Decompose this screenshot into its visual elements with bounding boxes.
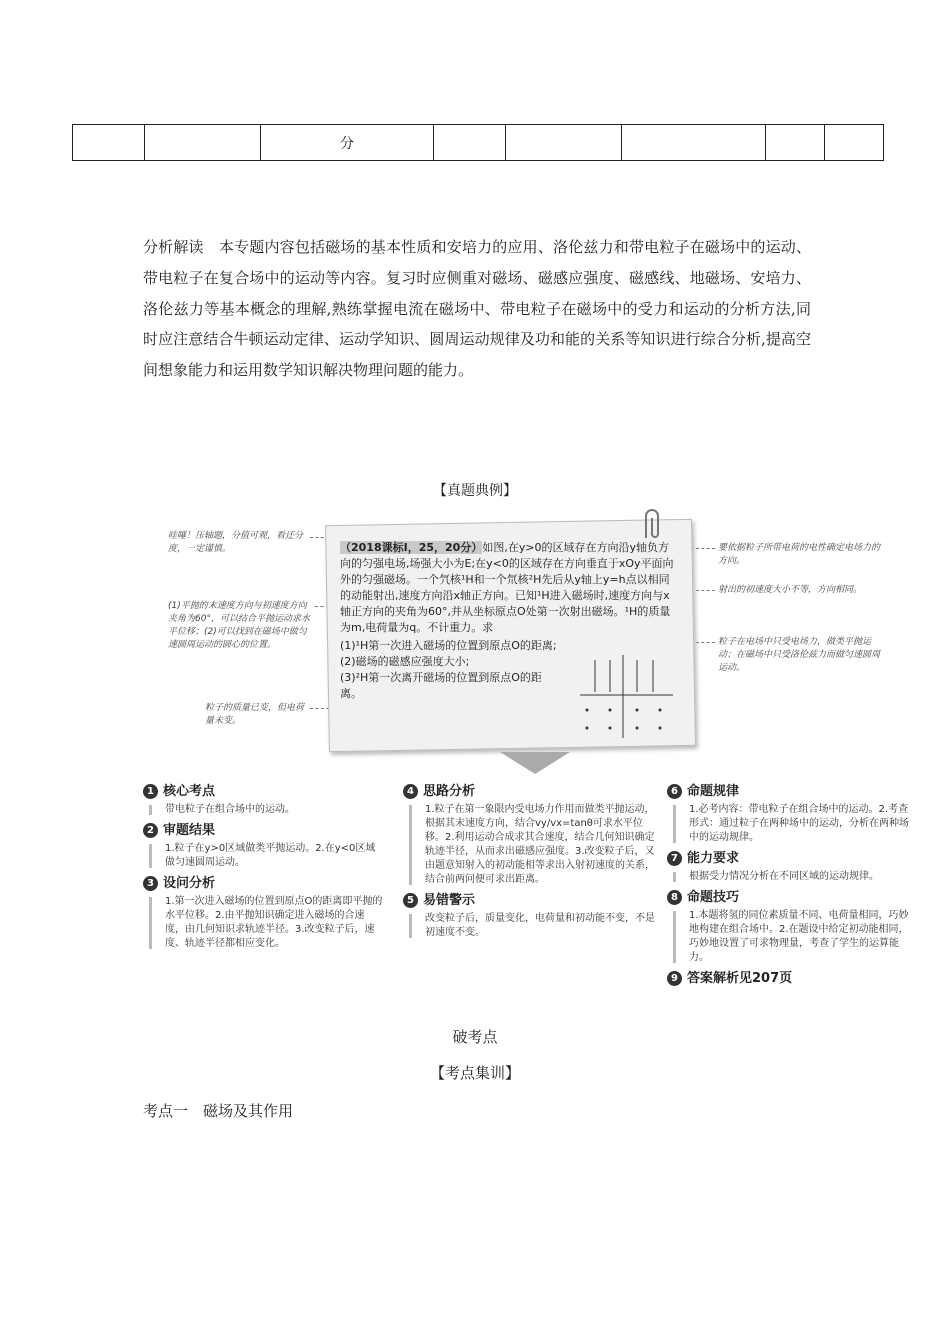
step-body: 根据受力情况分析在不同区域的运动规律。 [667,870,912,884]
field-diagram [575,650,675,740]
table-cell [766,125,825,161]
step-body: 1.本题将氢的同位素质量不同、电荷量相同，巧妙地构建在组合场中。2.在题设中给定初动能相同，巧妙地设置了可求物理量，考查了学生的运算能力。 [667,909,912,965]
step-title: 核心考点 [163,783,216,799]
paperclip-icon [640,508,664,542]
intro-paragraph: 分析解读 本专题内容包括磁场的基本性质和安培力的应用、洛伦兹力和带电粒子在磁场中的运动、带电粒子在复合场中的运动等内容。复习时应侧重对磁场、磁感应强度、磁感线、地磁场、安培力、洛伦兹力等基本概念的理解,熟练掌握电流在磁场中、带电粒子在磁场中的受力和运动的分析方法,同时应注意结合牛顿运动定律、运动学知识、圆周运动规律及功和能的关系等知识进行综合分析,提高空间想象能力和运用数学知识解决物理问题的能力。 [143,238,811,380]
step-number: 3 [143,876,158,891]
table-cell [73,125,145,161]
table-cell [825,125,884,161]
analysis-column-3 [667,784,912,990]
problem-source: （2018课标Ⅰ，25，20分） [340,541,483,554]
step-number: 5 [403,893,418,908]
step-body: 带电粒子在组合场中的运动。 [143,803,383,817]
step-number: 2 [143,823,158,838]
table-cell [434,125,506,161]
section-title: 破考点 [452,1028,498,1046]
table-cell: 分 [261,125,434,161]
step-title: 命题规律 [687,783,740,799]
note-right-2: 射出的初速度大小不等，方向相同。 [718,585,863,595]
step-number: 7 [667,851,682,866]
score-table [72,124,884,161]
step-number: 8 [667,890,682,905]
step-title: 命题技巧 [687,889,740,905]
step-number: 1 [143,784,158,799]
table-cell [622,125,766,161]
step-number: 9 [667,971,682,986]
step-number: 6 [667,784,682,799]
down-arrow-icon [500,752,570,774]
step-title: 答案解析见207页 [687,970,793,986]
step-title: 能力要求 [687,850,740,866]
example-title: 【真题典例】 [433,483,517,499]
step-title: 易错警示 [423,892,476,908]
note-right-1: 要依据粒子所带电荷的电性确定电场力的方向。 [718,543,881,566]
step-number: 4 [403,784,418,799]
note-left-1: 哇噻！压轴题，分值可观，看还分度，一定谨慎。 [168,531,304,554]
table-cell [145,125,261,161]
step-body: 1.粒子在y>0区域做类平抛运动。2.在y<0区域做匀速圆周运动。 [143,842,383,870]
question-1: (1)¹H第一次进入磁场的位置到原点O的距离; [340,639,557,652]
note-left-3: 粒子的质量已变，但电荷量未变。 [205,703,305,726]
question-2: (2)磁场的磁感应强度大小; [340,655,470,668]
step-body: 1.必考内容：带电粒子在组合场中的运动。2.考查形式：通过粒子在两种场中的运动，分析在两种场中的运动规律。 [667,803,912,845]
analysis-column-1 [143,784,383,957]
section-subtitle: 【考点集训】 [429,1064,520,1082]
note-right-3: 粒子在电场中只受电场力，做类平抛运动；在磁场中只受洛伦兹力而做匀速圆周运动。 [718,637,881,673]
step-title: 设问分析 [163,875,216,891]
step-title: 思路分析 [423,783,476,799]
step-body: 改变粒子后，质量变化，电荷量和初动能不变，不是初速度不变。 [403,912,658,940]
note-left-2: (1)平抛的末速度方向与初速度方向夹角为60°，可以结合平抛运动求水平位移；(2)可以找到在磁场中做匀速圆周运动的圆心的位置。 [168,601,310,650]
step-body: 1.粒子在第一象限内受电场力作用而做类平抛运动，根据其末速度方向，结合vy/vx=tanθ可求水平位移。2.利用运动合成求其合速度，结合几何知识确定轨迹半径，从而求出磁感应强度。3.改变粒子后，又由题意知射入的初动能相等求出入射初速度的关系，结合前两问便可求出距离。 [403,803,658,887]
step-body: 1.第一次进入磁场的位置到原点O的距离即平抛的水平位移。2.由平抛知识确定进入磁场的合速度，由几何知识求轨迹半径。3.改变粒子后，速度、轨迹半径都相应变化。 [143,895,383,951]
step-title: 审题结果 [163,822,216,838]
question-3: (3)²H第一次离开磁场的位置到原点O的距离。 [340,671,542,700]
problem-body: 如图,在y>0的区域存在方向沿y轴负方向的匀强电场,场强大小为E;在y<0的区域存在方向垂直于xOy平面向外的匀强磁场。一个氕核¹H和一个氘核²H先后从y轴上y=h点以相同的动能射出,速度方向沿x轴正方向。已知¹H进入磁场时,速度方向与x轴正方向的夹角为60°,并从坐标原点O处第一次射出磁场。¹H的质量为m,电荷量为q。不计重力。求 [340,541,674,634]
table-cell [506,125,622,161]
analysis-column-2 [403,784,658,946]
topic-heading: 考点一 磁场及其作用 [143,1102,294,1120]
